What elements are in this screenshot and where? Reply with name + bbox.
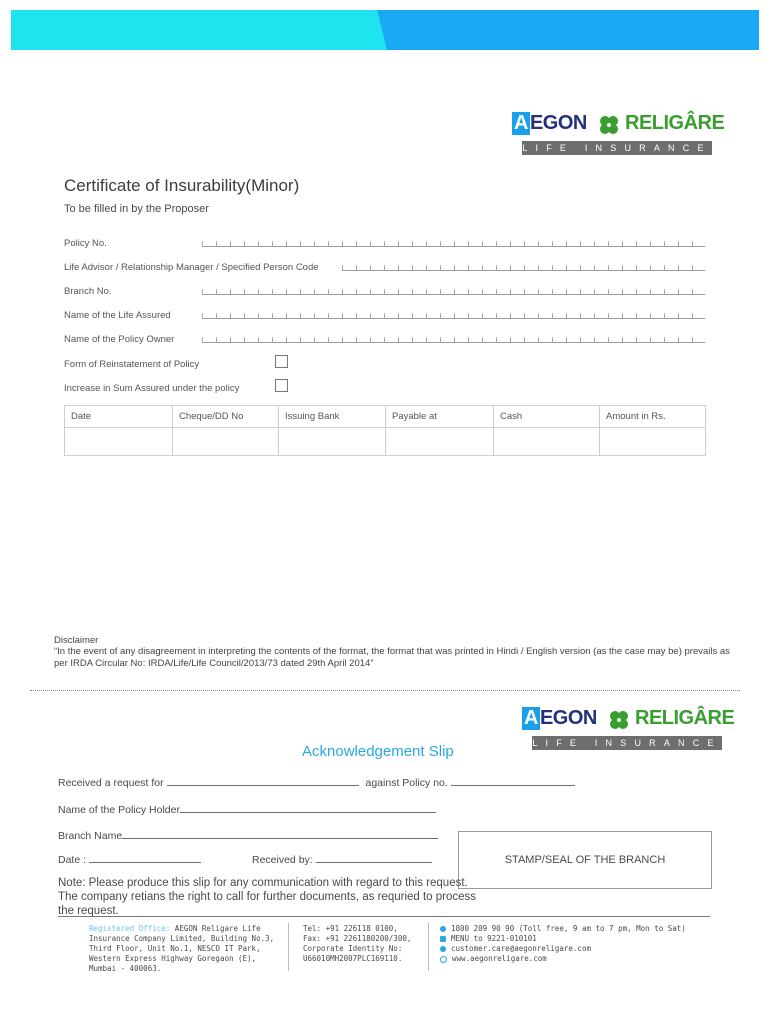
col-date: Date bbox=[65, 406, 173, 428]
policy-owner-label: Name of the Policy Owner bbox=[64, 334, 175, 345]
aegon-initial: A bbox=[514, 112, 528, 134]
company-logo bbox=[512, 112, 725, 164]
table-row bbox=[65, 428, 706, 456]
footer-address bbox=[89, 924, 284, 974]
received-by-label: Received by: bbox=[252, 854, 313, 866]
aegon-rest: EGON bbox=[539, 707, 597, 729]
email-row bbox=[440, 944, 710, 954]
ack-holder-row bbox=[58, 801, 436, 816]
address-line-1-text: AEGON Religare Life bbox=[174, 924, 261, 933]
footer-support bbox=[440, 924, 710, 964]
email-icon bbox=[440, 946, 446, 952]
col-issuing-bank: Issuing Bank bbox=[279, 406, 386, 428]
policy-owner-input[interactable] bbox=[202, 330, 705, 343]
aegon-rest: EGON bbox=[529, 112, 587, 134]
ack-received-by-row bbox=[252, 851, 432, 866]
aegon-wordmark bbox=[512, 112, 587, 135]
cell-cash[interactable] bbox=[494, 428, 600, 456]
stamp-label: STAMP/SEAL OF THE BRANCH bbox=[504, 854, 666, 866]
phone-icon bbox=[440, 926, 446, 932]
clover-icon bbox=[597, 113, 621, 137]
life-insurance-tagline: LIFE INSURANCE bbox=[532, 738, 722, 748]
address-line-3: Third Floor, Unit No.1, NESCO IT Park, bbox=[89, 944, 261, 953]
sms-row bbox=[440, 934, 710, 944]
religare-wordmark: RELIGÂRE bbox=[625, 112, 725, 134]
branch-name-label: Branch Name bbox=[58, 830, 123, 842]
page-title: Certificate of Insurability(Minor) bbox=[64, 176, 300, 195]
policy-no-input[interactable] bbox=[202, 234, 705, 247]
address-line-1 bbox=[89, 924, 284, 934]
ack-branch-row bbox=[58, 827, 438, 842]
footer-rule bbox=[58, 916, 710, 917]
date-label: Date : bbox=[58, 854, 87, 866]
reinstatement-label: Form of Reinstatement of Policy bbox=[64, 359, 200, 370]
life-insurance-tagline: LIFE INSURANCE bbox=[522, 143, 712, 153]
address-line-5: Mumbai - 400063. bbox=[89, 964, 162, 973]
address-line-4: Western Express Highway Goregaon (E), bbox=[89, 954, 257, 963]
life-assured-label: Name of the Life Assured bbox=[64, 310, 171, 321]
request-for-input[interactable] bbox=[167, 774, 359, 786]
col-cash: Cash bbox=[494, 406, 600, 428]
payment-table bbox=[64, 405, 706, 456]
stamp-box bbox=[458, 831, 712, 889]
fax: Fax: +91 2261180200/300, bbox=[303, 934, 412, 943]
life-advisor-label: Life Advisor / Relationship Manager / Specified Person Code bbox=[64, 262, 319, 273]
globe-icon bbox=[440, 956, 447, 963]
increase-sum-checkbox[interactable] bbox=[275, 379, 288, 392]
policy-no-ack-input[interactable] bbox=[451, 774, 575, 786]
policy-holder-input[interactable] bbox=[180, 801, 436, 813]
received-request-label: Received a request for bbox=[58, 777, 164, 789]
cell-issuing-bank[interactable] bbox=[279, 428, 386, 456]
col-cheque: Cheque/DD No bbox=[173, 406, 279, 428]
registered-office-label: Registered Office: bbox=[89, 924, 171, 933]
aegon-wordmark bbox=[522, 707, 597, 730]
disclaimer-text: “In the event of any disagreement in interpreting the contents of the format, the format that was printed in Hindi / English version (as the case may be) prevails as per IRDA Circular No: IRDA/Life/Life Council/2013/73 dated 29th April 2014” bbox=[54, 646, 730, 669]
top-banner-blue bbox=[359, 10, 759, 50]
corp-id-label: Corporate Identity No: bbox=[303, 944, 403, 953]
table-header-row bbox=[65, 406, 706, 428]
note-line-2: The company retians the right to call for further documents, as requried to process the request. bbox=[58, 891, 477, 917]
received-by-input[interactable] bbox=[316, 851, 432, 863]
cell-payable-at[interactable] bbox=[386, 428, 494, 456]
cell-amount[interactable] bbox=[600, 428, 706, 456]
against-policy-label: against Policy no. bbox=[365, 777, 448, 789]
company-logo-ack bbox=[522, 707, 735, 759]
footer-divider-2 bbox=[428, 923, 429, 971]
col-payable-at: Payable at bbox=[386, 406, 494, 428]
branch-no-input[interactable] bbox=[202, 282, 705, 295]
disclaimer-heading: Disclaimer bbox=[54, 635, 99, 646]
ack-note bbox=[58, 876, 478, 918]
branch-no-label: Branch No. bbox=[64, 286, 112, 297]
col-amount: Amount in Rs. bbox=[600, 406, 706, 428]
policy-no-label: Policy No. bbox=[64, 238, 107, 249]
life-assured-input[interactable] bbox=[202, 306, 705, 319]
tollfree-text: 1800 209 90 90 (Toll free, 9 am to 7 pm, Mon to Sat) bbox=[451, 924, 686, 933]
website-link[interactable]: www.aegonreligare.com bbox=[452, 954, 547, 963]
sms-text: MENU to 9221-010101 bbox=[451, 934, 537, 943]
corp-id: U66010MH2007PLC169110. bbox=[303, 954, 403, 963]
ack-request-row bbox=[58, 774, 575, 789]
policy-holder-label: Name of the Policy Holder bbox=[58, 804, 180, 816]
sms-icon bbox=[440, 936, 446, 942]
cell-cheque[interactable] bbox=[173, 428, 279, 456]
cell-date[interactable] bbox=[65, 428, 173, 456]
footer-contact bbox=[303, 924, 423, 964]
footer-divider-1 bbox=[288, 923, 289, 971]
increase-sum-label: Increase in Sum Assured under the policy bbox=[64, 383, 240, 394]
aegon-initial: A bbox=[524, 707, 538, 729]
date-input[interactable] bbox=[89, 851, 201, 863]
life-advisor-input[interactable] bbox=[342, 258, 705, 271]
page-subtitle: To be filled in by the Proposer bbox=[64, 203, 209, 215]
tel: Tel: +91 226118 0100, bbox=[303, 924, 398, 933]
clover-icon bbox=[607, 708, 631, 732]
web-row bbox=[440, 954, 710, 964]
cut-line bbox=[30, 690, 740, 691]
ack-date-row bbox=[58, 851, 201, 866]
note-line-1: Note: Please produce this slip for any communication with regard to this request. bbox=[58, 877, 468, 889]
branch-name-input[interactable] bbox=[122, 827, 438, 839]
ack-title: Acknowledgement Slip bbox=[302, 743, 454, 760]
email-link[interactable]: customer.care@aegonreligare.com bbox=[451, 944, 591, 953]
address-line-2: Insurance Company Limited, Building No.3, bbox=[89, 934, 275, 943]
religare-wordmark: RELIGÂRE bbox=[635, 707, 735, 729]
tollfree-row bbox=[440, 924, 710, 934]
reinstatement-checkbox[interactable] bbox=[275, 355, 288, 368]
